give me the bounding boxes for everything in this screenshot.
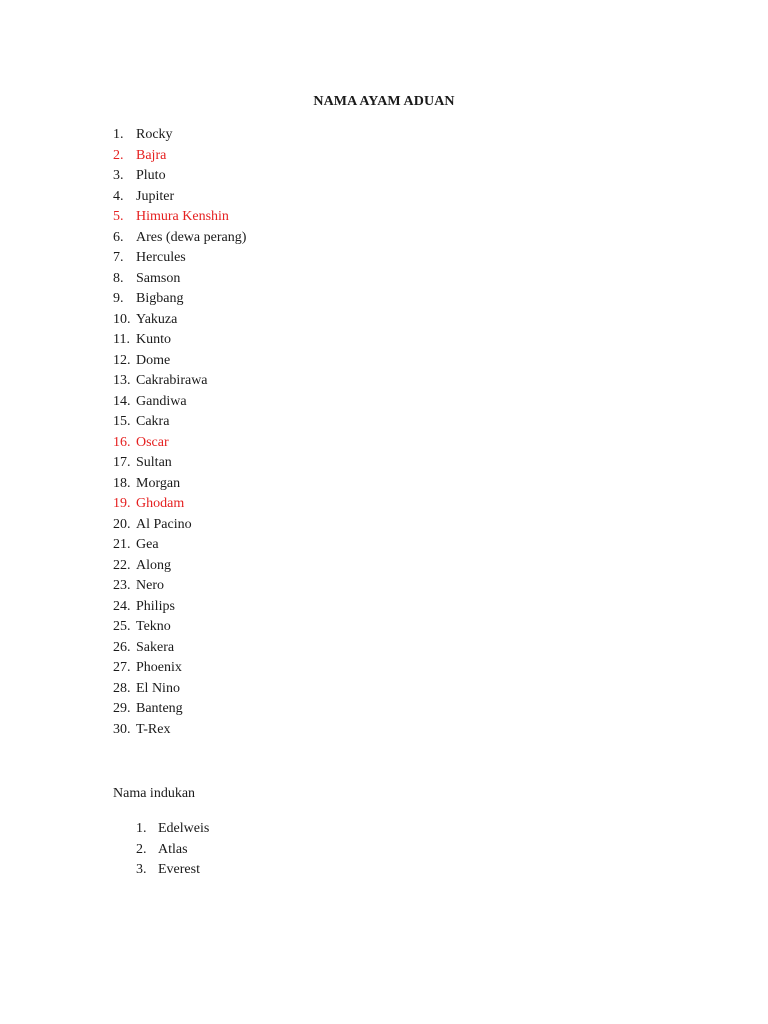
list-item-name: El Nino bbox=[136, 680, 180, 696]
list-item bbox=[113, 289, 246, 310]
list-item-number: 2. bbox=[136, 841, 147, 857]
list-item-name: Al Pacino bbox=[136, 516, 192, 532]
list-item-number: 17. bbox=[113, 455, 131, 470]
list-item bbox=[113, 617, 246, 638]
list-item bbox=[113, 207, 246, 228]
list-item-number: 1. bbox=[113, 127, 124, 142]
list-item-name: Sultan bbox=[136, 455, 172, 470]
list-item-number: 22. bbox=[113, 557, 131, 573]
list-item bbox=[113, 392, 246, 413]
list-item bbox=[113, 228, 246, 249]
list-item bbox=[113, 248, 246, 269]
list-item-name: Tekno bbox=[136, 619, 171, 634]
list-item bbox=[113, 699, 246, 720]
list-item-number: 6. bbox=[113, 229, 124, 245]
list-item bbox=[113, 638, 246, 659]
list-item-number: 11. bbox=[113, 332, 130, 347]
list-item bbox=[113, 330, 246, 351]
list-item-name: Morgan bbox=[136, 475, 181, 491]
list-item-number: 25. bbox=[113, 619, 131, 634]
list-item-number: 9. bbox=[113, 291, 124, 306]
list-item bbox=[136, 840, 209, 861]
list-item bbox=[113, 433, 246, 454]
section-heading: Nama indukan bbox=[113, 786, 196, 801]
list-item-number: 3. bbox=[136, 862, 147, 878]
list-item-name: Banteng bbox=[136, 701, 183, 716]
list-item-name: Phoenix bbox=[136, 660, 182, 675]
list-item-number: 29. bbox=[113, 701, 131, 716]
list-item-name: Pluto bbox=[136, 168, 166, 183]
list-item-name: Gandiwa bbox=[136, 393, 187, 409]
list-item bbox=[113, 187, 246, 208]
list-item-number: 1. bbox=[136, 821, 147, 836]
list-item-name: Kunto bbox=[136, 332, 171, 347]
list-item-number: 5. bbox=[113, 209, 124, 224]
list-item-name: Bigbang bbox=[136, 291, 184, 306]
names-list bbox=[113, 125, 246, 740]
list-item bbox=[136, 819, 209, 840]
list-item-number: 13. bbox=[113, 373, 131, 388]
list-item-name: Gea bbox=[136, 537, 159, 552]
list-item bbox=[113, 597, 246, 618]
list-item-number: 8. bbox=[113, 270, 124, 286]
list-item-number: 26. bbox=[113, 639, 131, 655]
list-item-name: Bajra bbox=[136, 147, 167, 163]
list-item-number: 28. bbox=[113, 680, 131, 696]
list-item-name: Samson bbox=[136, 270, 181, 286]
list-item-number: 4. bbox=[113, 188, 124, 204]
list-item bbox=[113, 351, 246, 372]
list-item-name: Himura Kenshin bbox=[136, 209, 229, 224]
list-item-name: Edelweis bbox=[158, 821, 210, 836]
list-item bbox=[113, 576, 246, 597]
list-item-number: 19. bbox=[113, 496, 131, 511]
list-item-number: 3. bbox=[113, 168, 124, 183]
list-item-number: 12. bbox=[113, 352, 131, 368]
list-item bbox=[113, 371, 246, 392]
list-item-number: 27. bbox=[113, 660, 131, 675]
list-item-name: Atlas bbox=[158, 841, 188, 857]
list-item-name: Oscar bbox=[136, 434, 169, 450]
list-item-name: Dome bbox=[136, 352, 171, 368]
list-item-number: 20. bbox=[113, 516, 131, 532]
list-item bbox=[136, 860, 209, 881]
list-item-number: 2. bbox=[113, 147, 124, 163]
list-item bbox=[113, 515, 246, 536]
list-item bbox=[113, 453, 246, 474]
list-item-number: 23. bbox=[113, 578, 131, 593]
list-item bbox=[113, 494, 246, 515]
list-item-number: 18. bbox=[113, 475, 131, 491]
list-item-name: Rocky bbox=[136, 127, 173, 142]
list-item-name: Philips bbox=[136, 598, 175, 614]
list-item-name: Jupiter bbox=[136, 188, 175, 204]
list-item-number: 10. bbox=[113, 311, 131, 327]
list-item-number: 30. bbox=[113, 721, 131, 737]
list-item-name: Everest bbox=[158, 862, 200, 878]
list-item-number: 15. bbox=[113, 414, 131, 429]
list-item-number: 24. bbox=[113, 598, 131, 614]
list-item-name: Ghodam bbox=[136, 496, 185, 511]
list-item-name: T-Rex bbox=[136, 721, 171, 737]
list-item bbox=[113, 474, 246, 495]
list-item-number: 21. bbox=[113, 537, 131, 552]
list-item-name: Along bbox=[136, 557, 171, 573]
list-item bbox=[113, 535, 246, 556]
list-item bbox=[113, 146, 246, 167]
list-item-name: Yakuza bbox=[136, 311, 178, 327]
list-item bbox=[113, 658, 246, 679]
list-item-name: Ares (dewa perang) bbox=[136, 229, 247, 245]
list-item bbox=[113, 556, 246, 577]
list-item bbox=[113, 310, 246, 331]
list-item-name: Hercules bbox=[136, 250, 186, 265]
list-item-name: Cakra bbox=[136, 414, 170, 429]
document-title: NAMA AYAM ADUAN bbox=[313, 94, 455, 109]
list-item-number: 16. bbox=[113, 434, 131, 450]
list-item bbox=[113, 679, 246, 700]
list-item-number: 7. bbox=[113, 250, 124, 265]
list-item bbox=[113, 166, 246, 187]
parents-list bbox=[136, 819, 209, 881]
list-item-name: Cakrabirawa bbox=[136, 373, 208, 388]
list-item bbox=[113, 125, 246, 146]
list-item bbox=[113, 720, 246, 741]
list-item-name: Nero bbox=[136, 578, 164, 593]
list-item bbox=[113, 412, 246, 433]
list-item-number: 14. bbox=[113, 393, 131, 409]
list-item bbox=[113, 269, 246, 290]
list-item-name: Sakera bbox=[136, 639, 175, 655]
